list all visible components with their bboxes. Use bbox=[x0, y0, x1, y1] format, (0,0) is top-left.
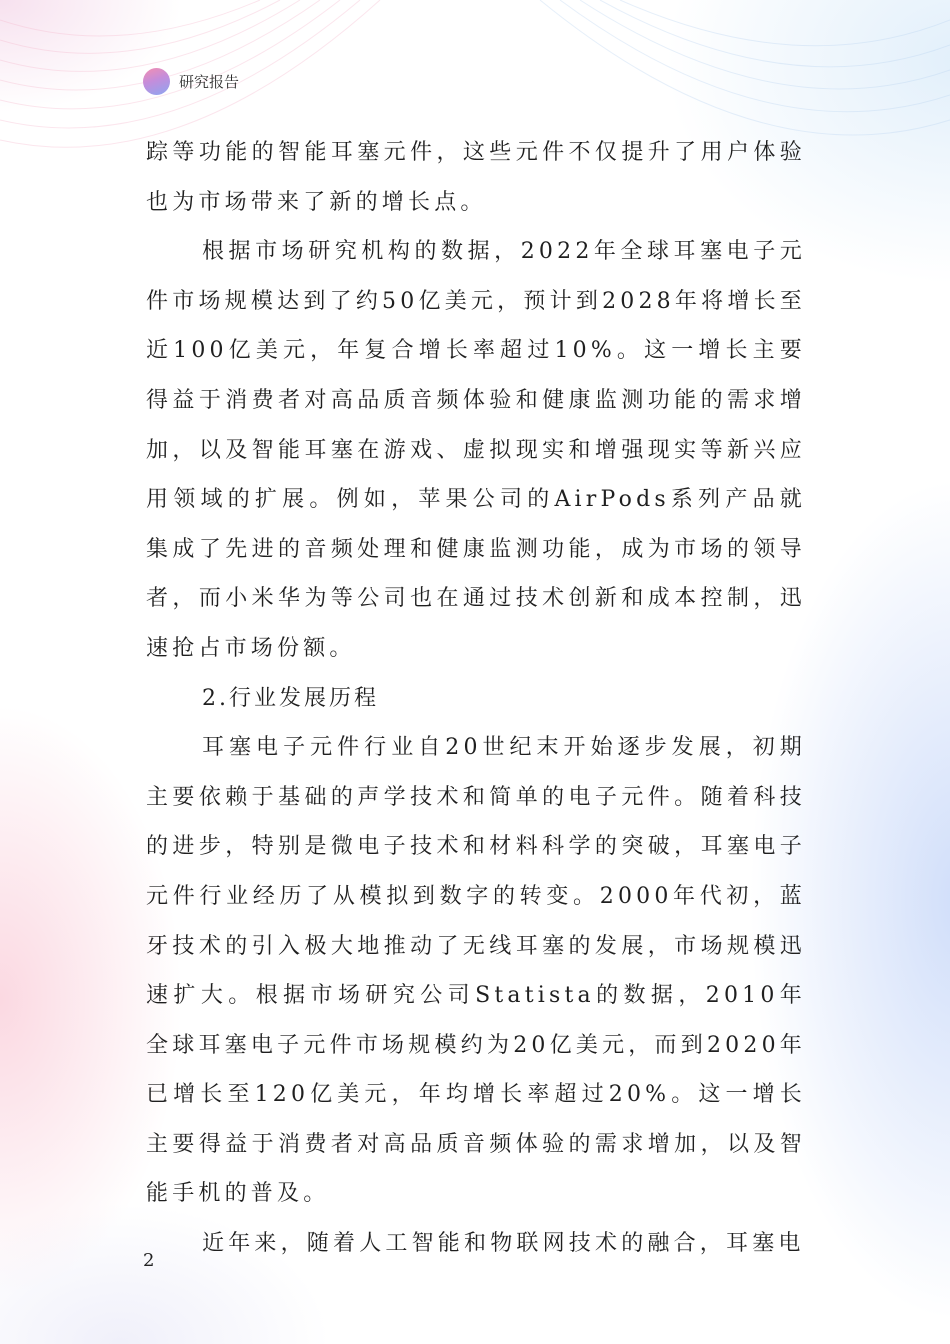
document-body bbox=[146, 128, 806, 1269]
logo-circle-icon bbox=[143, 68, 170, 95]
paragraph-recent: 近年来，随着人工智能和物联网技术的融合，耳塞电 bbox=[202, 1231, 805, 1257]
paragraph-continuation: 踪等功能的智能耳塞元件，这些元件不仅提升了用户体验也为市场带来了新的增长点。 bbox=[146, 140, 806, 215]
paragraph-market-size: 根据市场研究机构的数据，2022年全球耳塞电子元件市场规模达到了约50亿美元，预计到2028年将增长至近100亿美元，年复合增长率超过10%。这一增长主要得益于消费者对高品质音频体验和健康监测功能的需求增加，以及智能耳塞在游戏、虚拟现实和增强现实等新兴应用领域的扩展。例如，苹果公司的AirPods系列产品就集成了先进的音频处理和健康监测功能，成为市场的领导者，而小米华为等公司也在通过技术创新和成本控制，迅速抢占市场份额。 bbox=[146, 239, 806, 661]
page-number: 2 bbox=[143, 1250, 155, 1271]
paragraph-history: 耳塞电子元件行业自20世纪末开始逐步发展，初期主要依赖于基础的声学技术和简单的电子元件。随着科技的进步，特别是微电子技术和材料科学的突破，耳塞电子元件行业经历了从模拟到数字的转变。2000年代初，蓝牙技术的引入极大地推动了无线耳塞的发展，市场规模迅速扩大。根据市场研究公司Statista的数据，2010年全球耳塞电子元件市场规模约为20亿美元，而到2020年已增长至120亿美元，年均增长率超过20%。这一增长主要得益于消费者对高品质音频体验的需求增加，以及智能手机的普及。 bbox=[146, 735, 806, 1207]
section-heading: 2.行业发展历程 bbox=[202, 685, 379, 711]
header-label: 研究报告 bbox=[179, 72, 240, 91]
page-header bbox=[143, 66, 239, 96]
